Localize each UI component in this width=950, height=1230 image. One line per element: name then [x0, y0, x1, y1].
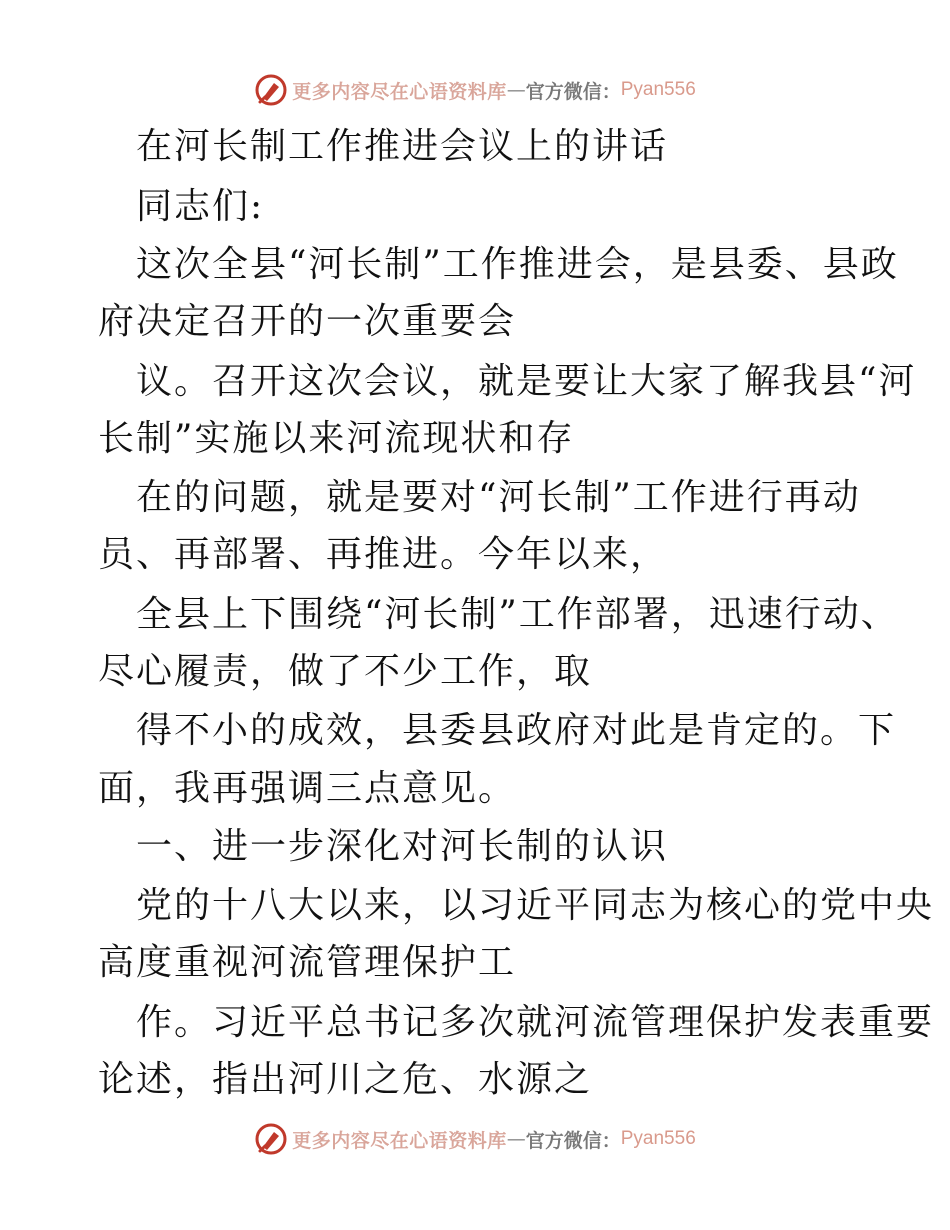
- watermark-dash: —: [506, 1128, 526, 1150]
- paragraph-line: 尽心履责，做了不少工作，取: [98, 651, 593, 692]
- footer-watermark: [0, 1119, 950, 1159]
- paragraph-line: 在的问题，就是要对“河长制”工作进行再动: [136, 477, 861, 518]
- paragraph-line: 员、再部署、再推进。今年以来，: [98, 534, 669, 575]
- paragraph-line: 长制”实施以来河流现状和存: [98, 418, 575, 459]
- paragraph-line: 作。习近平总书记多次就河流管理保护发表重要: [136, 1002, 935, 1043]
- paragraph-line: 得不小的成效，县委县政府对此是肯定的。下: [136, 710, 897, 751]
- paragraph-line: 党的十八大以来，以习近平同志为核心的党中央: [136, 885, 935, 926]
- paragraph-line: 议。召开这次会议，就是要让大家了解我县“河: [136, 361, 917, 402]
- watermark-wechat-id: Pyan556: [620, 79, 696, 100]
- salutation: 同志们:: [136, 186, 265, 227]
- watermark-wechat-label: 官方微信：: [525, 80, 621, 103]
- document-title: 在河长制工作推进会议上的讲话: [136, 126, 669, 167]
- watermark-main-text: 更多内容尽在心语资料库: [292, 1129, 507, 1152]
- paragraph-line: 全县上下围绕“河长制”工作部署，迅速行动、: [136, 594, 899, 635]
- paragraph-line: 论述，指出河川之危、水源之: [98, 1059, 593, 1100]
- pen-nib-logo-icon: [254, 1122, 288, 1156]
- paragraph-line: 这次全县“河长制”工作推进会，是县委、县政: [136, 244, 899, 285]
- paragraph-line: 高度重视河流管理保护工: [98, 942, 517, 983]
- watermark-main-text: 更多内容尽在心语资料库: [292, 80, 507, 103]
- section-heading: 一、进一步深化对河长制的认识: [136, 826, 669, 867]
- watermark-wechat-label: 官方微信：: [525, 1129, 621, 1152]
- paragraph-line: 府决定召开的一次重要会: [98, 301, 517, 342]
- paragraph-line: 面，我再强调三点意见。: [98, 768, 517, 809]
- watermark-wechat-id: Pyan556: [620, 1128, 696, 1149]
- watermark-dash: —: [506, 79, 526, 101]
